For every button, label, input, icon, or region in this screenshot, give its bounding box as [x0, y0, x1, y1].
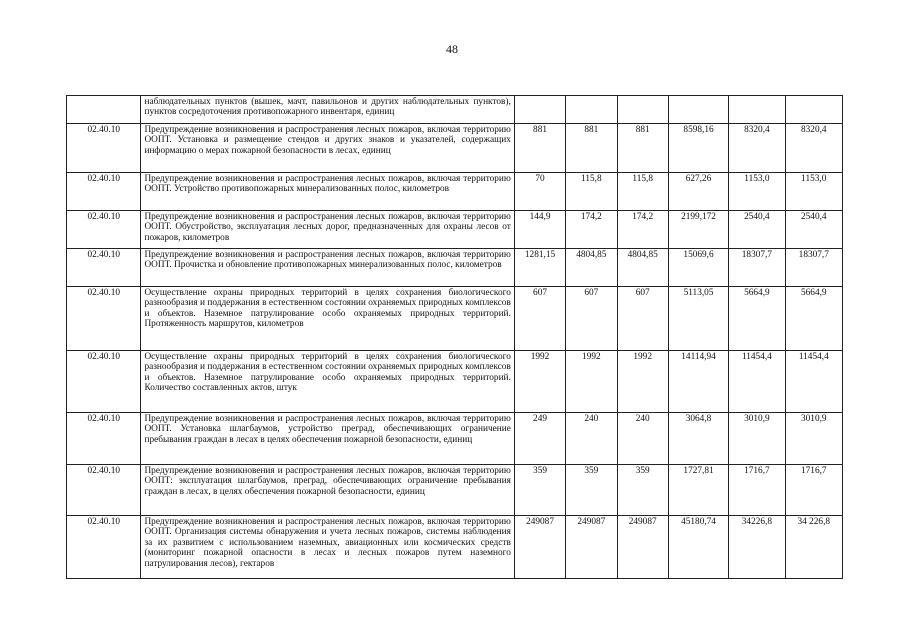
activity-description-cell: Предупреждение возникновения и распространения лесных пожаров, включая территорию ООПТ. Устройство противопожарных минерализованных полос, километров: [141, 173, 514, 211]
value-cell-6: 5664,9: [785, 287, 842, 351]
value-cell-1: 607: [514, 287, 565, 351]
value-cell-2: 4804,85: [566, 249, 617, 287]
table-row: [67, 173, 843, 211]
value-cell-1: 70: [514, 173, 565, 211]
value-cell-2: 240: [566, 413, 617, 465]
value-cell-6: 34 226,8: [785, 516, 842, 579]
activity-description-cell: наблюдательных пунктов (вышек, мачт, павильонов и других наблюдательных пунктов), пунктов сосредоточения противопожарного инвентаря, единиц: [141, 96, 514, 124]
value-cell-3: 1992: [617, 351, 668, 413]
value-cell-2: [566, 96, 617, 124]
activity-description-cell: Предупреждение возникновения и распространения лесных пожаров, включая территорию ООПТ. Обустройство, эксплуатация лесных дорог, предназначенных для охраны лесов от пожаров, километров: [141, 211, 514, 249]
value-cell-6: [785, 96, 842, 124]
value-cell-3: [617, 96, 668, 124]
table-body: [67, 96, 843, 579]
activity-code-cell: 02.40.10: [67, 413, 141, 465]
activity-code-cell: 02.40.10: [67, 173, 141, 211]
activity-description-cell: Осуществление охраны природных территорий в целях сохранения биологического разнообразия и поддержания в естественном состоянии охраняемых природных комплексов и объектов. Наземное патрулирование особо охраняемых природных территорий. Количество составленных актов, штук: [141, 351, 514, 413]
activity-description-cell: Предупреждение возникновения и распространения лесных пожаров, включая территорию ООПТ. Прочистка и обновление противопожарных минерализованных полос, километров: [141, 249, 514, 287]
value-cell-6: 18307,7: [785, 249, 842, 287]
table-row: [67, 465, 843, 516]
value-cell-4: 14114,94: [668, 351, 728, 413]
value-cell-5: 11454,4: [729, 351, 785, 413]
value-cell-6: 11454,4: [785, 351, 842, 413]
value-cell-4: [668, 96, 728, 124]
table-row: [67, 96, 843, 124]
table-row: [67, 249, 843, 287]
table-row: [67, 287, 843, 351]
activity-description-cell: Осуществление охраны природных территорий в целях сохранения биологического разнообразия и поддержания в естественном состоянии охраняемых природных комплексов и объектов. Наземное патрулирование особо охраняемых природных территорий. Протяженность маршрутов, километров: [141, 287, 514, 351]
value-cell-2: 174,2: [566, 211, 617, 249]
value-cell-4: 3064,8: [668, 413, 728, 465]
activity-code-cell: 02.40.10: [67, 124, 141, 173]
activity-description-cell: Предупреждение возникновения и распространения лесных пожаров, включая территорию ООПТ: эксплуатация шлагбаумов, преград, обеспечивающих ограничение пребывания граждан в лесах, в целях обеспечения пожарной безопасности, единиц: [141, 465, 514, 516]
activity-description-cell: Предупреждение возникновения и распространения лесных пожаров, включая территорию ООПТ. Установка и размещение стендов и других знаков и указателей, содержащих информацию о мерах пожарной безопасности в лесах, единиц: [141, 124, 514, 173]
table-row: [67, 516, 843, 579]
table-row: [67, 124, 843, 173]
table-row: [67, 413, 843, 465]
activity-code-cell: 02.40.10: [67, 351, 141, 413]
value-cell-6: 8320,4: [785, 124, 842, 173]
value-cell-3: 174,2: [617, 211, 668, 249]
budget-table: [66, 95, 843, 579]
value-cell-3: 240: [617, 413, 668, 465]
value-cell-6: 3010,9: [785, 413, 842, 465]
value-cell-5: 5664,9: [729, 287, 785, 351]
value-cell-5: 18307,7: [729, 249, 785, 287]
value-cell-3: 607: [617, 287, 668, 351]
value-cell-5: 8320,4: [729, 124, 785, 173]
value-cell-3: 115,8: [617, 173, 668, 211]
value-cell-3: 249087: [617, 516, 668, 579]
value-cell-1: 881: [514, 124, 565, 173]
value-cell-1: 1992: [514, 351, 565, 413]
activity-description-cell: Предупреждение возникновения и распространения лесных пожаров, включая территорию ООПТ. Организация системы обнаружения и учета лесных пожаров, системы наблюдения за их развитием с использованием наземных, авиационных или космических средств (мониторинг пожарной опасности в лесах и лесных пожаров путем наземного патрулирования лесов), гектаров: [141, 516, 514, 579]
table-row: [67, 351, 843, 413]
value-cell-6: 1153,0: [785, 173, 842, 211]
value-cell-3: 359: [617, 465, 668, 516]
value-cell-4: 2199,172: [668, 211, 728, 249]
activity-code-cell: 02.40.10: [67, 516, 141, 579]
value-cell-5: 34226,8: [729, 516, 785, 579]
value-cell-1: 249: [514, 413, 565, 465]
value-cell-4: 5113,05: [668, 287, 728, 351]
value-cell-5: [729, 96, 785, 124]
activity-code-cell: [67, 96, 141, 124]
value-cell-4: 1727,81: [668, 465, 728, 516]
value-cell-3: 881: [617, 124, 668, 173]
value-cell-1: 249087: [514, 516, 565, 579]
value-cell-5: 1716,7: [729, 465, 785, 516]
value-cell-4: 627,26: [668, 173, 728, 211]
value-cell-5: 3010,9: [729, 413, 785, 465]
value-cell-1: [514, 96, 565, 124]
value-cell-4: 15069,6: [668, 249, 728, 287]
value-cell-5: 1153,0: [729, 173, 785, 211]
value-cell-1: 359: [514, 465, 565, 516]
activity-code-cell: 02.40.10: [67, 465, 141, 516]
value-cell-3: 4804,85: [617, 249, 668, 287]
value-cell-2: 607: [566, 287, 617, 351]
value-cell-6: 2540,4: [785, 211, 842, 249]
value-cell-4: 8598,16: [668, 124, 728, 173]
activity-description-cell: Предупреждение возникновения и распространения лесных пожаров, включая территорию ООПТ. Установка шлагбаумов, устройство преград, обеспечивающих ограничение пребывания граждан в лесах в целях обеспечения пожарной безопасности, единиц: [141, 413, 514, 465]
value-cell-4: 45180,74: [668, 516, 728, 579]
value-cell-2: 881: [566, 124, 617, 173]
value-cell-5: 2540,4: [729, 211, 785, 249]
value-cell-2: 359: [566, 465, 617, 516]
value-cell-2: 249087: [566, 516, 617, 579]
value-cell-2: 1992: [566, 351, 617, 413]
value-cell-2: 115,8: [566, 173, 617, 211]
table-row: [67, 211, 843, 249]
value-cell-1: 1281,15: [514, 249, 565, 287]
activity-code-cell: 02.40.10: [67, 287, 141, 351]
value-cell-1: 144,9: [514, 211, 565, 249]
activity-code-cell: 02.40.10: [67, 211, 141, 249]
page-number: 48: [446, 42, 458, 56]
activity-code-cell: 02.40.10: [67, 249, 141, 287]
value-cell-6: 1716,7: [785, 465, 842, 516]
